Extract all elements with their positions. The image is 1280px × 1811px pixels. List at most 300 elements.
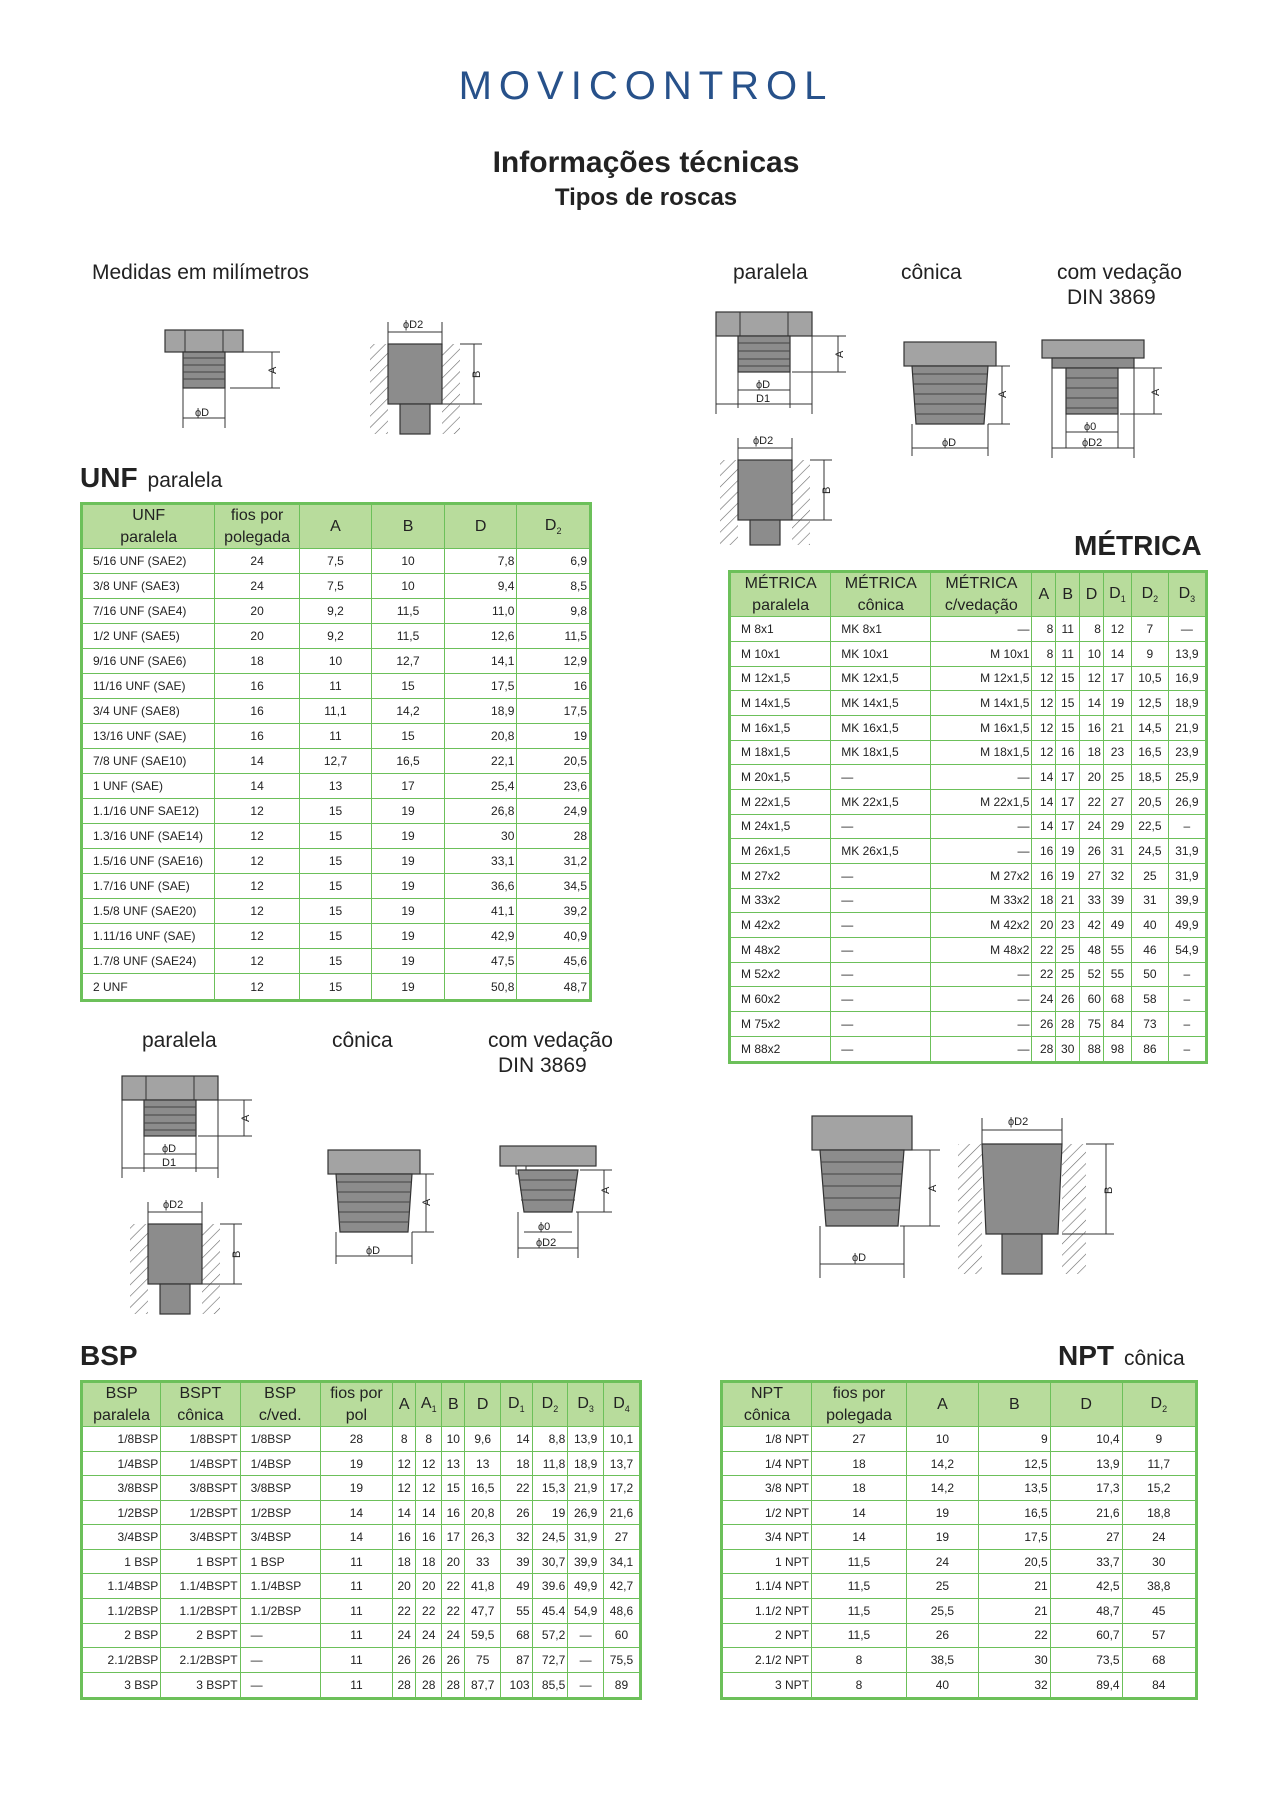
metrica-cell: 16 bbox=[1056, 740, 1080, 765]
svg-text:A: A bbox=[240, 1114, 252, 1122]
bsp-cell: 11 bbox=[320, 1623, 392, 1648]
metrica-cell: 22 bbox=[1032, 937, 1056, 962]
bsp-cell: 11 bbox=[320, 1599, 392, 1624]
unf-cell: 19 bbox=[372, 949, 445, 974]
bsp-cell: 3/4BSP bbox=[82, 1525, 161, 1550]
metrica-cell: M 48x2 bbox=[931, 937, 1032, 962]
unf-cell: 20,8 bbox=[444, 724, 517, 749]
bsp-cell: 11 bbox=[320, 1549, 392, 1574]
table-header-row bbox=[722, 1382, 1197, 1427]
npt-cell: 1 NPT bbox=[722, 1549, 812, 1574]
units-note: Medidas em milímetros bbox=[92, 261, 310, 284]
npt-cell: 22 bbox=[978, 1623, 1050, 1648]
col-d3: $D_3$ bbox=[568, 1382, 604, 1427]
metrica-cell: — bbox=[831, 987, 931, 1012]
metrica-cell: MK 26x1,5 bbox=[831, 839, 931, 864]
metrica-cell: 52 bbox=[1080, 962, 1104, 987]
bsp-cell: 8 bbox=[393, 1427, 416, 1452]
metrica-cell: 12 bbox=[1103, 617, 1131, 642]
metrica-cell: 31 bbox=[1131, 888, 1168, 913]
metrica-cell: 48 bbox=[1080, 937, 1104, 962]
bsp-cell: 18 bbox=[393, 1549, 416, 1574]
metrica-cell: M 22x1,5 bbox=[931, 789, 1032, 814]
npt-cell: 9 bbox=[978, 1427, 1050, 1452]
unf-cell: 15 bbox=[299, 949, 372, 974]
metrica-cell: M 16x1,5 bbox=[931, 715, 1032, 740]
bsp-cell: 24 bbox=[416, 1623, 442, 1648]
npt-cell: 1/4 NPT bbox=[722, 1451, 812, 1476]
unf-cell: 15 bbox=[299, 974, 372, 1001]
unf-heading bbox=[80, 462, 222, 494]
bsp-heading: BSP bbox=[80, 1340, 138, 1371]
col-a: A bbox=[907, 1382, 979, 1427]
bsp-cell: 22 bbox=[416, 1599, 442, 1624]
metrica-cell: 22 bbox=[1080, 789, 1104, 814]
unf-cell: 11,5 bbox=[372, 599, 445, 624]
npt-cell: 8 bbox=[812, 1672, 907, 1698]
bsp-cell: 28 bbox=[442, 1672, 465, 1698]
npt-cell: 25 bbox=[907, 1574, 979, 1599]
bsp-cell: 14 bbox=[393, 1500, 416, 1525]
npt-cell: 12,5 bbox=[978, 1451, 1050, 1476]
metrica-row bbox=[730, 641, 1207, 666]
unf-cell: 19 bbox=[372, 924, 445, 949]
metrica-cell: MK 12x1,5 bbox=[831, 666, 931, 691]
bsp-cell: 3/4BSPT bbox=[161, 1525, 240, 1550]
metrica-cell: MK 14x1,5 bbox=[831, 691, 931, 716]
bsp-row bbox=[82, 1476, 641, 1501]
metrica-row bbox=[730, 913, 1207, 938]
bsp-cell: 18 bbox=[416, 1549, 442, 1574]
metrica-cell: — bbox=[931, 814, 1032, 839]
unf-cell: 45,6 bbox=[517, 949, 591, 974]
unf-cell: 42,9 bbox=[444, 924, 517, 949]
bsp-cell: 8,8 bbox=[532, 1427, 568, 1452]
unf-cell: 1.1/16 UNF SAE12) bbox=[82, 799, 215, 824]
unf-cell: 14,2 bbox=[372, 699, 445, 724]
metrica-cell: 16 bbox=[1032, 839, 1056, 864]
unf-cell: 1 UNF (SAE) bbox=[82, 774, 215, 799]
metrica-cell: MK 22x1,5 bbox=[831, 789, 931, 814]
metrica-cell: MK 10x1 bbox=[831, 641, 931, 666]
dim-d-label: ϕD bbox=[195, 407, 210, 419]
col-d2: $D_2$ bbox=[1122, 1382, 1196, 1427]
npt-cell: 84 bbox=[1122, 1672, 1196, 1698]
unf-cell: 25,4 bbox=[444, 774, 517, 799]
metrica-cell: MK 8x1 bbox=[831, 617, 931, 642]
npt-row bbox=[722, 1427, 1197, 1452]
bsp-cell: 20,8 bbox=[465, 1500, 501, 1525]
bsp-cell: 33 bbox=[465, 1549, 501, 1574]
unf-cell: 24 bbox=[215, 574, 299, 599]
metrica-cell: 16 bbox=[1032, 863, 1056, 888]
npt-row bbox=[722, 1648, 1197, 1673]
npt-cell: 16,5 bbox=[978, 1500, 1050, 1525]
bsp-cell: 14 bbox=[320, 1500, 392, 1525]
metrica-cell: 24 bbox=[1032, 987, 1056, 1012]
bsp-cell: — bbox=[240, 1648, 320, 1673]
metrica-cell: 33 bbox=[1080, 888, 1104, 913]
npt-row bbox=[722, 1476, 1197, 1501]
unf-cell: 20 bbox=[215, 599, 299, 624]
bsp-cell: 55 bbox=[501, 1599, 533, 1624]
col-fios: fios por polegada bbox=[812, 1382, 907, 1427]
npt-cell: 33,7 bbox=[1050, 1549, 1122, 1574]
metrica-cell: 20 bbox=[1080, 765, 1104, 790]
col-met-conica: MÉTRICA cônica bbox=[831, 572, 931, 617]
unf-cell: 1.7/16 UNF (SAE) bbox=[82, 874, 215, 899]
metrica-cell: — bbox=[931, 617, 1032, 642]
svg-text:A: A bbox=[997, 390, 1009, 398]
col-d2: $D_2$ bbox=[1131, 572, 1168, 617]
unf-cell: 18 bbox=[215, 649, 299, 674]
unf-cell: 15 bbox=[299, 799, 372, 824]
svg-text:ϕD: ϕD bbox=[942, 437, 957, 449]
npt-cell: 11,5 bbox=[812, 1574, 907, 1599]
bsp-row bbox=[82, 1451, 641, 1476]
metrica-cell: 19 bbox=[1056, 863, 1080, 888]
bsp-cell: 12 bbox=[416, 1451, 442, 1476]
npt-cell: 68 bbox=[1122, 1648, 1196, 1673]
metrica-cell: 7 bbox=[1131, 617, 1168, 642]
metrica-cell: 23 bbox=[1056, 913, 1080, 938]
metrica-cell: 22,5 bbox=[1131, 814, 1168, 839]
bsp-cell: 27 bbox=[603, 1525, 640, 1550]
npt-cell: 89,4 bbox=[1050, 1672, 1122, 1698]
metrica-cell: 12,5 bbox=[1131, 691, 1168, 716]
bsp-cell: 31,9 bbox=[568, 1525, 604, 1550]
bsp-cell: 3/8BSP bbox=[82, 1476, 161, 1501]
metrica-cell: — bbox=[831, 863, 931, 888]
svg-text:B: B bbox=[471, 370, 483, 378]
unf-male-diagram bbox=[150, 318, 300, 436]
bsp-cell: 28 bbox=[416, 1672, 442, 1698]
bsp-cell: 20 bbox=[416, 1574, 442, 1599]
metrica-cell: 55 bbox=[1103, 962, 1131, 987]
metrica-cell: 25,9 bbox=[1168, 765, 1206, 790]
metrica-cell: M 10x1 bbox=[931, 641, 1032, 666]
bsp-cell: 9,6 bbox=[465, 1427, 501, 1452]
npt-cell: 14,2 bbox=[907, 1451, 979, 1476]
bsp-cell: 19 bbox=[320, 1451, 392, 1476]
bsp-paralela-diagram bbox=[118, 1072, 258, 1190]
metrica-cell: — bbox=[831, 1036, 931, 1062]
bsp-cell: 49 bbox=[501, 1574, 533, 1599]
unf-cell: 17,5 bbox=[444, 674, 517, 699]
unf-cell: 9,2 bbox=[299, 624, 372, 649]
bsp-cell: 1/2BSPT bbox=[161, 1500, 240, 1525]
unf-cell: 11,1 bbox=[299, 699, 372, 724]
npt-cell: 1/8 NPT bbox=[722, 1427, 812, 1452]
col-met-vedacao: MÉTRICA c/vedação bbox=[931, 572, 1032, 617]
col-d1: $D_1$ bbox=[501, 1382, 533, 1427]
unf-cell: 19 bbox=[372, 899, 445, 924]
svg-text:D1: D1 bbox=[756, 393, 771, 405]
bsp-cell: 13,7 bbox=[603, 1451, 640, 1476]
metrica-cell: — bbox=[931, 839, 1032, 864]
bsp-cell: 1 BSPT bbox=[161, 1549, 240, 1574]
unf-cell: 15 bbox=[299, 849, 372, 874]
unf-cell: 5/16 UNF (SAE2) bbox=[82, 549, 215, 574]
col-b: B bbox=[442, 1382, 465, 1427]
unf-cell: 8,5 bbox=[517, 574, 591, 599]
bsp-cell: 2.1/2BSP bbox=[82, 1648, 161, 1673]
npt-cell: 8 bbox=[812, 1648, 907, 1673]
bsp-row bbox=[82, 1427, 641, 1452]
page-subtitle: Tipos de roscas bbox=[554, 184, 738, 211]
bsp-conica-diagram bbox=[326, 1148, 436, 1266]
col-b: B bbox=[372, 504, 445, 549]
npt-cell: 9 bbox=[1122, 1427, 1196, 1452]
unf-cell: 19 bbox=[517, 724, 591, 749]
label-paralela-mid: paralela bbox=[142, 1029, 217, 1052]
metrica-cell: 10 bbox=[1080, 641, 1104, 666]
bsp-cell: 1/2BSP bbox=[240, 1500, 320, 1525]
svg-text:ϕD2: ϕD2 bbox=[1082, 437, 1103, 449]
unf-cell: 9,2 bbox=[299, 599, 372, 624]
bsp-row bbox=[82, 1623, 641, 1648]
npt-cell: 40 bbox=[907, 1672, 979, 1698]
metrica-cell: 46 bbox=[1131, 937, 1168, 962]
npt-row bbox=[722, 1574, 1197, 1599]
bsp-cell: 19 bbox=[320, 1476, 392, 1501]
metrica-cell: 50 bbox=[1131, 962, 1168, 987]
unf-cell: 47,5 bbox=[444, 949, 517, 974]
col-d: D bbox=[1080, 572, 1104, 617]
svg-text:A: A bbox=[600, 1186, 612, 1194]
npt-cell: 30 bbox=[978, 1648, 1050, 1673]
bsp-cell: 2 BSPT bbox=[161, 1623, 240, 1648]
col-d3: $D_3$ bbox=[1168, 572, 1206, 617]
npt-row bbox=[722, 1672, 1197, 1698]
unf-cell: 15 bbox=[299, 874, 372, 899]
bsp-cell: 18,9 bbox=[568, 1451, 604, 1476]
table-header-row bbox=[82, 1382, 641, 1427]
npt-cell: 11,7 bbox=[1122, 1451, 1196, 1476]
svg-text:A: A bbox=[1150, 388, 1162, 396]
svg-text:ϕD2: ϕD2 bbox=[753, 435, 774, 447]
metrica-cell: – bbox=[1168, 987, 1206, 1012]
unf-cell: 15 bbox=[372, 674, 445, 699]
svg-text:A: A bbox=[834, 350, 846, 358]
metrica-cell: 60 bbox=[1080, 987, 1104, 1012]
unf-cell: 12 bbox=[215, 924, 299, 949]
bsp-cell: 39.6 bbox=[532, 1574, 568, 1599]
metrica-row bbox=[730, 740, 1207, 765]
unf-cell: 15 bbox=[299, 924, 372, 949]
metrica-row bbox=[730, 765, 1207, 790]
unf-cell: 9,4 bbox=[444, 574, 517, 599]
svg-text:ϕD: ϕD bbox=[756, 379, 771, 391]
bsp-cell: 11 bbox=[320, 1648, 392, 1673]
bsp-cell: 14 bbox=[416, 1500, 442, 1525]
bsp-cell: 16,5 bbox=[465, 1476, 501, 1501]
metrica-cell: 16 bbox=[1080, 715, 1104, 740]
bsp-cell: 16 bbox=[442, 1500, 465, 1525]
metrica-row bbox=[730, 839, 1207, 864]
unf-cell: 14 bbox=[215, 774, 299, 799]
svg-text:B: B bbox=[1103, 1186, 1115, 1194]
bsp-cell: 14 bbox=[501, 1427, 533, 1452]
npt-subtitle: cônica bbox=[1124, 1347, 1185, 1370]
col-bspt-conica: BSPT cônica bbox=[161, 1382, 240, 1427]
npt-cell: 19 bbox=[907, 1500, 979, 1525]
metrica-row bbox=[730, 962, 1207, 987]
npt-cell: 13,9 bbox=[1050, 1451, 1122, 1476]
metrica-cell: — bbox=[831, 1011, 931, 1036]
metrica-row bbox=[730, 1036, 1207, 1062]
npt-table bbox=[720, 1380, 1198, 1700]
bsp-cell: 3 BSP bbox=[82, 1672, 161, 1698]
npt-row bbox=[722, 1451, 1197, 1476]
bsp-cell: 1/8BSP bbox=[82, 1427, 161, 1452]
npt-cell: 14 bbox=[812, 1500, 907, 1525]
metrica-cell: 19 bbox=[1103, 691, 1131, 716]
metrica-cell: 18 bbox=[1080, 740, 1104, 765]
npt-cell: 73,5 bbox=[1050, 1648, 1122, 1673]
unf-cell: 9/16 UNF (SAE6) bbox=[82, 649, 215, 674]
unf-cell: 16 bbox=[517, 674, 591, 699]
svg-text:B: B bbox=[231, 1250, 243, 1258]
unf-cell: 12 bbox=[215, 849, 299, 874]
bsp-cell: 2 BSP bbox=[82, 1623, 161, 1648]
npt-cell: 14,2 bbox=[907, 1476, 979, 1501]
unf-cell: 24 bbox=[215, 549, 299, 574]
npt-row bbox=[722, 1500, 1197, 1525]
bsp-cell: — bbox=[240, 1623, 320, 1648]
svg-text:D1: D1 bbox=[162, 1157, 177, 1169]
metrica-conica-diagram bbox=[902, 340, 1012, 458]
metrica-cell: — bbox=[931, 987, 1032, 1012]
metrica-cell: — bbox=[831, 888, 931, 913]
unf-cell: 7,5 bbox=[299, 574, 372, 599]
col-bsp-ved: BSP c/ved. bbox=[240, 1382, 320, 1427]
unf-cell: 34,5 bbox=[517, 874, 591, 899]
npt-cell: 1/2 NPT bbox=[722, 1500, 812, 1525]
svg-text:A: A bbox=[421, 1198, 433, 1206]
npt-cell: 24 bbox=[907, 1549, 979, 1574]
bsp-cell: 3/8BSP bbox=[240, 1476, 320, 1501]
npt-cell: 21,6 bbox=[1050, 1500, 1122, 1525]
unf-row bbox=[82, 699, 591, 724]
col-d2: $D_2$ bbox=[532, 1382, 568, 1427]
bsp-row bbox=[82, 1574, 641, 1599]
dim-d2-label: ϕD2 bbox=[403, 319, 424, 331]
metrica-cell: M 52x2 bbox=[730, 962, 831, 987]
col-d4: $D_4$ bbox=[603, 1382, 640, 1427]
unf-cell: 15 bbox=[372, 724, 445, 749]
bsp-cell: 3 BSPT bbox=[161, 1672, 240, 1698]
bsp-cell: 48,6 bbox=[603, 1599, 640, 1624]
metrica-cell: M 12x1,5 bbox=[730, 666, 831, 691]
unf-cell: 15 bbox=[299, 899, 372, 924]
bsp-cell: 17 bbox=[442, 1525, 465, 1550]
npt-cell: 60,7 bbox=[1050, 1623, 1122, 1648]
unf-cell: 10 bbox=[372, 549, 445, 574]
bsp-cell: 18 bbox=[501, 1451, 533, 1476]
svg-text:ϕD2: ϕD2 bbox=[536, 1237, 557, 1249]
npt-cell: 11,5 bbox=[812, 1623, 907, 1648]
npt-cell: 2 NPT bbox=[722, 1623, 812, 1648]
metrica-cell: M 16x1,5 bbox=[730, 715, 831, 740]
metrica-cell: 14 bbox=[1103, 641, 1131, 666]
unf-cell: 48,7 bbox=[517, 974, 591, 1001]
metrica-cell: 17 bbox=[1056, 789, 1080, 814]
col-d: D bbox=[444, 504, 517, 549]
unf-cell: 16 bbox=[215, 674, 299, 699]
unf-row bbox=[82, 749, 591, 774]
bsp-cell: 1.1/2BSP bbox=[240, 1599, 320, 1624]
metrica-row bbox=[730, 666, 1207, 691]
svg-text:ϕ0: ϕ0 bbox=[538, 1221, 551, 1233]
unf-cell: 12,6 bbox=[444, 624, 517, 649]
metrica-row bbox=[730, 987, 1207, 1012]
metrica-cell: M 27x2 bbox=[931, 863, 1032, 888]
metrica-cell: 8 bbox=[1032, 617, 1056, 642]
bsp-cell: 13 bbox=[465, 1451, 501, 1476]
bsp-cell: 10,1 bbox=[603, 1427, 640, 1452]
unf-cell: 16 bbox=[215, 699, 299, 724]
npt-cell: 13,5 bbox=[978, 1476, 1050, 1501]
metrica-cell: 14 bbox=[1032, 789, 1056, 814]
bsp-cell: 1.1/4BSP bbox=[240, 1574, 320, 1599]
bsp-cell: 2.1/2BSPT bbox=[161, 1648, 240, 1673]
metrica-cell: — bbox=[831, 814, 931, 839]
unf-title: UNF bbox=[80, 462, 138, 493]
metrica-cell: 26 bbox=[1080, 839, 1104, 864]
metrica-cell: 31 bbox=[1103, 839, 1131, 864]
metrica-cell: M 75x2 bbox=[730, 1011, 831, 1036]
metrica-cell: — bbox=[831, 913, 931, 938]
unf-row bbox=[82, 824, 591, 849]
metrica-cell: 17 bbox=[1056, 814, 1080, 839]
bsp-cell: 22 bbox=[442, 1574, 465, 1599]
unf-cell: 15 bbox=[299, 824, 372, 849]
metrica-cell: 25 bbox=[1056, 962, 1080, 987]
npt-cell: 20,5 bbox=[978, 1549, 1050, 1574]
col-d: D bbox=[465, 1382, 501, 1427]
metrica-cell: 14 bbox=[1080, 691, 1104, 716]
label-vedacao-top: com vedação bbox=[1057, 261, 1182, 284]
npt-cell: 30 bbox=[1122, 1549, 1196, 1574]
metrica-cell: 26 bbox=[1032, 1011, 1056, 1036]
col-npt-conica: NPT cônica bbox=[722, 1382, 812, 1427]
unf-cell: 2 UNF bbox=[82, 974, 215, 1001]
unf-row bbox=[82, 924, 591, 949]
metrica-cell: 10,5 bbox=[1131, 666, 1168, 691]
bsp-cell: 49,9 bbox=[568, 1574, 604, 1599]
npt-cell: 19 bbox=[907, 1525, 979, 1550]
metrica-cell: 13,9 bbox=[1168, 641, 1206, 666]
metrica-cell: 11 bbox=[1056, 641, 1080, 666]
metrica-cell: 84 bbox=[1103, 1011, 1131, 1036]
metrica-cell: — bbox=[931, 765, 1032, 790]
metrica-cell: 28 bbox=[1032, 1036, 1056, 1062]
bsp-cell: 30,7 bbox=[532, 1549, 568, 1574]
metrica-cell: MK 18x1,5 bbox=[831, 740, 931, 765]
bsp-row bbox=[82, 1500, 641, 1525]
metrica-cell: 21 bbox=[1056, 888, 1080, 913]
metrica-cell: – bbox=[1168, 1011, 1206, 1036]
unf-female-diagram bbox=[370, 314, 500, 434]
metrica-cell: 28 bbox=[1056, 1011, 1080, 1036]
metrica-cell: M 12x1,5 bbox=[931, 666, 1032, 691]
bsp-cell: 20 bbox=[393, 1574, 416, 1599]
metrica-cell: 21,9 bbox=[1168, 715, 1206, 740]
metrica-row bbox=[730, 691, 1207, 716]
bsp-cell: 1/4BSP bbox=[240, 1451, 320, 1476]
bsp-cell: 22 bbox=[442, 1599, 465, 1624]
